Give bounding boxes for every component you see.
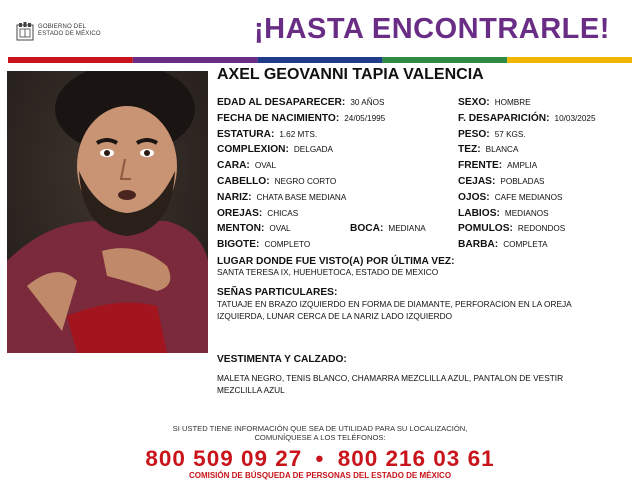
color-stripe-segment <box>8 57 133 63</box>
color-stripe-segment <box>382 57 507 63</box>
attribute-value: MEDIANA <box>388 224 426 233</box>
attribute-row <box>458 237 548 251</box>
phone-separator: • <box>315 446 325 471</box>
attribute-value: CAFE MEDIANOS <box>494 192 563 202</box>
attribute-label: LABIOS: <box>458 207 500 219</box>
attribute-value: 30 AÑOS <box>350 98 385 107</box>
attribute-label: CARA: <box>217 160 250 172</box>
attribute-row <box>217 237 310 251</box>
government-logo-text <box>38 24 101 38</box>
attribute-label: EDAD AL DESAPARECER: <box>217 97 346 108</box>
attribute-row <box>217 127 317 141</box>
attribute-label: F. DESAPARICIÓN: <box>458 112 550 124</box>
attribute-value: OVAL <box>269 224 291 234</box>
attribute-label: SEXO: <box>458 97 490 108</box>
attribute-label: PESO: <box>458 128 490 140</box>
attribute-row <box>458 206 549 220</box>
particular-signs-label: SEÑAS PARTICULARES: <box>217 287 338 298</box>
gov-line-2: ESTADO DE MÉXICO <box>38 31 101 37</box>
attribute-row <box>458 174 545 188</box>
attribute-row <box>458 221 565 235</box>
attribute-value: CHATA BASE MEDIANA <box>256 192 347 202</box>
attribute-value: POBLADAS <box>500 177 545 186</box>
attribute-label: ESTATURA: <box>217 128 275 140</box>
particular-signs-line-1: TATUAJE EN BRAZO IZQUIERDO EN FORMA DE DIAMANTE, PERFORACION EN LA OREJA <box>217 299 572 309</box>
attribute-label: FECHA DE NACIMIENTO: <box>217 112 340 124</box>
attribute-row <box>458 142 518 156</box>
attribute-row-boca <box>350 221 426 235</box>
attribute-label: OREJAS: <box>217 207 263 219</box>
attribute-row <box>458 111 596 125</box>
clothing-line-1: MALETA NEGRO, TENIS BLANCO, CHAMARRA MEZCLILLA AZUL, PANTALON DE VESTIR <box>217 373 564 383</box>
attribute-value: 57 KGS. <box>494 129 526 139</box>
attribute-label: OJOS: <box>458 191 490 203</box>
attribute-label: CEJAS: <box>458 176 496 187</box>
attribute-value: OVAL <box>254 161 277 171</box>
attribute-row <box>217 111 385 125</box>
attribute-row <box>217 174 336 188</box>
phone-numbers <box>0 446 640 472</box>
attribute-row <box>217 142 333 156</box>
attribute-value: 10/03/2025 <box>554 113 596 123</box>
attribute-label: CABELLO: <box>217 176 270 187</box>
clothing-line-2: MEZCLILLA AZUL <box>217 385 285 395</box>
banner-title: ¡HASTA ENCONTRARLE! <box>254 13 610 45</box>
attribute-row <box>458 95 531 109</box>
attribute-value: COMPLETA <box>503 240 548 250</box>
contact-info-line-1: SI USTED TIENE INFORMACIÓN QUE SEA DE UTILIDAD PARA SU LOCALIZACIÓN, <box>172 424 468 433</box>
last-seen-value: SANTA TERESA IX, HUEHUETOCA, ESTADO DE MEXICO <box>217 267 439 277</box>
contact-info-line-2: COMUNÍQUESE A LOS TELÉFONOS: <box>254 433 386 442</box>
attribute-label: TEZ: <box>458 144 481 156</box>
attribute-row <box>458 158 537 172</box>
particular-signs-line-2: IZQUIERDA, LUNAR CERCA DE LA NARIZ LADO IZQUIERDO <box>217 311 453 321</box>
attribute-value: DELGADA <box>293 145 334 155</box>
last-seen-label: LUGAR DONDE FUE VISTO(A) POR ÚLTIMA VEZ: <box>217 256 455 267</box>
attribute-value: HOMBRE <box>494 98 531 107</box>
attribute-label: BARBA: <box>458 239 499 251</box>
attribute-row <box>217 221 291 235</box>
color-stripe-segment <box>258 57 383 63</box>
attribute-value: CHICAS <box>267 208 299 218</box>
commission-name: COMISIÓN DE BÚSQUEDA DE PERSONAS DEL ESTADO DE MÉXICO <box>188 471 452 480</box>
attribute-value: NEGRO CORTO <box>274 177 337 186</box>
attribute-label: BIGOTE: <box>217 239 260 251</box>
color-stripe-segment <box>507 57 632 63</box>
attribute-label: BOCA: <box>350 223 384 234</box>
phone-number-2[interactable]: 800 216 03 61 <box>337 446 495 471</box>
attribute-label: POMULOS: <box>458 223 513 235</box>
attribute-label: COMPLEXION: <box>217 144 289 156</box>
attribute-value: MEDIANOS <box>504 208 549 218</box>
phone-number-1[interactable]: 800 509 09 27 <box>145 446 303 471</box>
attribute-row <box>217 206 298 220</box>
attribute-value: 24/05/1995 <box>344 113 386 123</box>
color-stripe-bar <box>8 57 632 63</box>
contact-info <box>0 424 640 442</box>
attribute-label: NARIZ: <box>217 191 252 203</box>
attribute-label: FRENTE: <box>458 160 503 172</box>
attribute-row <box>217 158 276 172</box>
attribute-value: 1.62 MTS. <box>279 129 318 139</box>
attribute-value: COMPLETO <box>264 240 311 250</box>
attribute-row <box>217 190 346 204</box>
attribute-row <box>458 190 563 204</box>
gov-line-1: GOBIERNO DEL <box>38 24 87 30</box>
color-stripe-segment <box>133 57 258 63</box>
attribute-value: AMPLIA <box>507 161 538 171</box>
attribute-row <box>217 95 384 109</box>
person-name: AXEL GEOVANNI TAPIA VALENCIA <box>217 66 484 83</box>
attribute-value: BLANCA <box>485 145 519 155</box>
state-seal-icon <box>16 22 34 42</box>
missing-person-photo <box>7 71 208 353</box>
attribute-row <box>458 127 526 141</box>
attribute-value: REDONDOS <box>517 224 566 234</box>
clothing-label: VESTIMENTA Y CALZADO: <box>217 354 347 365</box>
attribute-label: MENTON: <box>217 223 265 235</box>
